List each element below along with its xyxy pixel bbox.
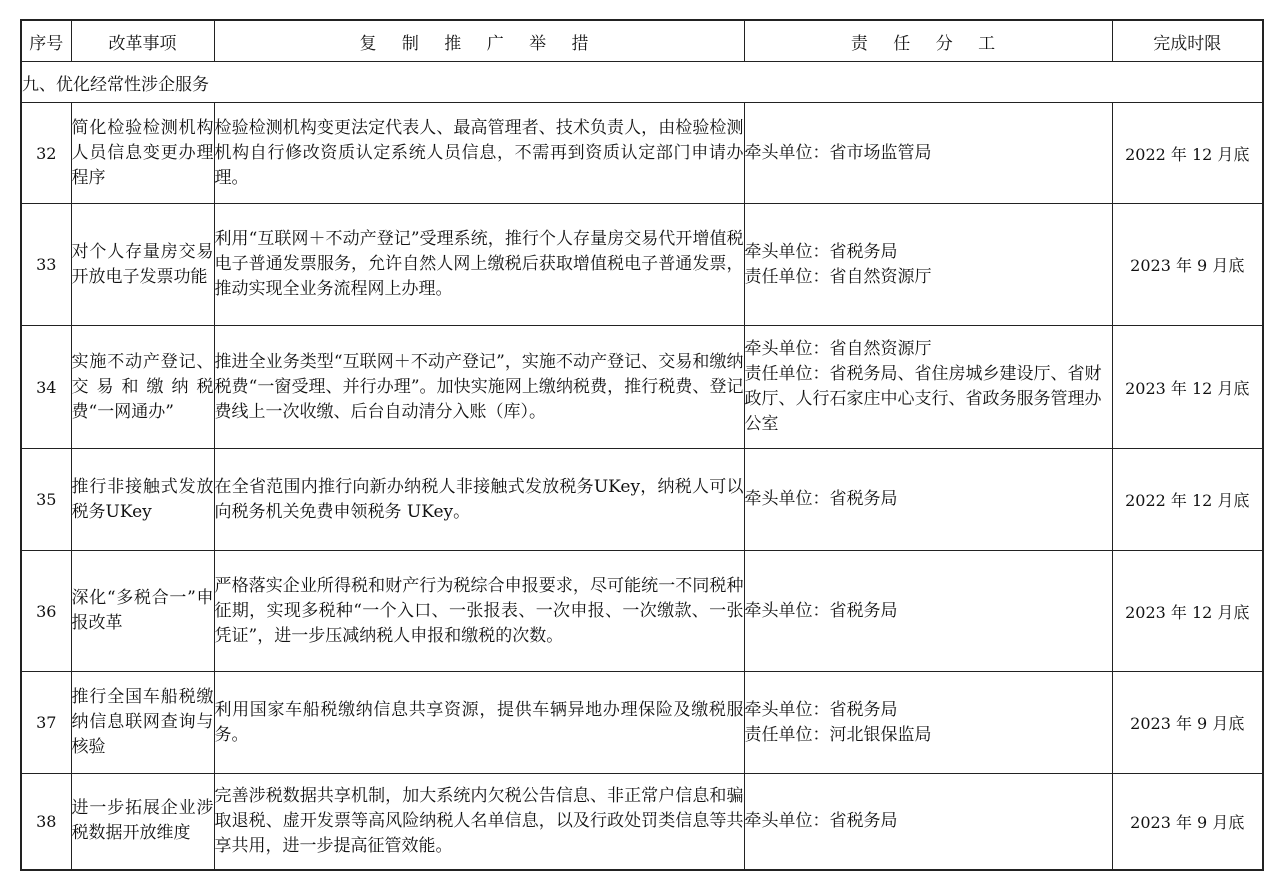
- header-responsibility: 责 任 分 工: [744, 20, 1112, 62]
- replication-measure: 完善涉税数据共享机制，加大系统内欠税公告信息、非正常户信息和骗取退税、虚开发票等高风险纳税人名单信息，以及行政处罚类信息等共享共用，进一步提高征管效能。: [214, 774, 744, 870]
- responsibility-cell: [744, 449, 1112, 551]
- row-number: 34: [21, 326, 71, 449]
- section-row: [21, 62, 1263, 103]
- responsibility-line: 牵头单位：省税务局: [744, 241, 898, 262]
- reform-item: 简化检验检测机构人员信息变更办理程序: [71, 103, 214, 204]
- deadline: 2022 年 12 月底: [1112, 449, 1263, 551]
- replication-measure: 利用“互联网＋不动产登记”受理系统，推行个人存量房交易代开增值税电子普通发票服务，允许自然人网上缴税后获取增值税电子普通发票，推动实现全业务流程网上办理。: [214, 204, 744, 326]
- table-row: [21, 449, 1263, 551]
- responsibility-cell: [744, 551, 1112, 672]
- reform-measures-table: [20, 19, 1264, 871]
- deadline: 2023 年 9 月底: [1112, 204, 1263, 326]
- header-row: [21, 20, 1263, 62]
- table-row: [21, 551, 1263, 672]
- replication-measure: 在全省范围内推行向新办纳税人非接触式发放税务UKey，纳税人可以向税务机关免费申领税务 UKey。: [214, 449, 744, 551]
- table-row: [21, 672, 1263, 774]
- header-item: 改革事项: [71, 20, 214, 62]
- row-number: 32: [21, 103, 71, 204]
- table-row: [21, 774, 1263, 870]
- responsibility-cell: [744, 103, 1112, 204]
- table-row: [21, 326, 1263, 449]
- replication-measure: 检验检测机构变更法定代表人、最高管理者、技术负责人，由检验检测机构自行修改资质认定系统人员信息，不需再到资质认定部门申请办理。: [214, 103, 744, 204]
- deadline: 2023 年 12 月底: [1112, 326, 1263, 449]
- row-number: 35: [21, 449, 71, 551]
- responsibility-line: 责任单位：河北银保监局: [744, 724, 932, 745]
- reform-item: 实施不动产登记、交易和缴纳税费“一网通办”: [71, 326, 214, 449]
- responsibility-line: 牵头单位：省税务局: [744, 489, 898, 509]
- responsibility-line: 牵头单位：省市场监管局: [744, 142, 932, 163]
- table-row: [21, 204, 1263, 326]
- row-number: 38: [21, 774, 71, 870]
- responsibility-line: 责任单位：省税务局、省住房城乡建设厅、省财政厅、人行石家庄中心支行、省政务服务管理办公室: [744, 364, 1102, 434]
- responsibility-cell: [744, 672, 1112, 774]
- responsibility-cell: [744, 326, 1112, 449]
- responsibility-cell: [744, 204, 1112, 326]
- responsibility-line: 牵头单位：省自然资源厅: [744, 339, 932, 359]
- row-number: 37: [21, 672, 71, 774]
- deadline: 2023 年 12 月底: [1112, 551, 1263, 672]
- row-number: 36: [21, 551, 71, 672]
- section-title: 九、优化经常性涉企服务: [21, 62, 1263, 103]
- header-no: 序号: [21, 20, 71, 62]
- replication-measure: 利用国家车船税缴纳信息共享资源，提供车辆异地办理保险及缴税服务。: [214, 672, 744, 774]
- header-deadline: 完成时限: [1112, 20, 1263, 62]
- deadline: 2022 年 12 月底: [1112, 103, 1263, 204]
- reform-item: 深化“多税合一”申报改革: [71, 551, 214, 672]
- responsibility-line: 牵头单位：省税务局: [744, 810, 898, 831]
- reform-item: 对个人存量房交易开放电子发票功能: [71, 204, 214, 326]
- reform-item: 推行全国车船税缴纳信息联网查询与核验: [71, 672, 214, 774]
- header-measure: 复 制 推 广 举 措: [214, 20, 744, 62]
- row-number: 33: [21, 204, 71, 326]
- table-row: [21, 103, 1263, 204]
- deadline: 2023 年 9 月底: [1112, 774, 1263, 870]
- replication-measure: 严格落实企业所得税和财产行为税综合申报要求，尽可能统一不同税种征期，实现多税种“一个入口、一张报表、一次申报、一次缴款、一张凭证”，进一步压减纳税人申报和缴税的次数。: [214, 551, 744, 672]
- reform-item: 进一步拓展企业涉税数据开放维度: [71, 774, 214, 870]
- deadline: 2023 年 9 月底: [1112, 672, 1263, 774]
- reform-item: 推行非接触式发放税务UKey: [71, 449, 214, 551]
- responsibility-line: 牵头单位：省税务局: [744, 600, 898, 621]
- responsibility-cell: [744, 774, 1112, 870]
- responsibility-line: 责任单位：省自然资源厅: [744, 266, 932, 287]
- responsibility-line: 牵头单位：省税务局: [744, 699, 898, 720]
- replication-measure: 推进全业务类型“互联网＋不动产登记”，实施不动产登记、交易和缴纳税费“一窗受理、并行办理”。加快实施网上缴纳税费，推行税费、登记费线上一次收缴、后台自动清分入账（库）。: [214, 326, 744, 449]
